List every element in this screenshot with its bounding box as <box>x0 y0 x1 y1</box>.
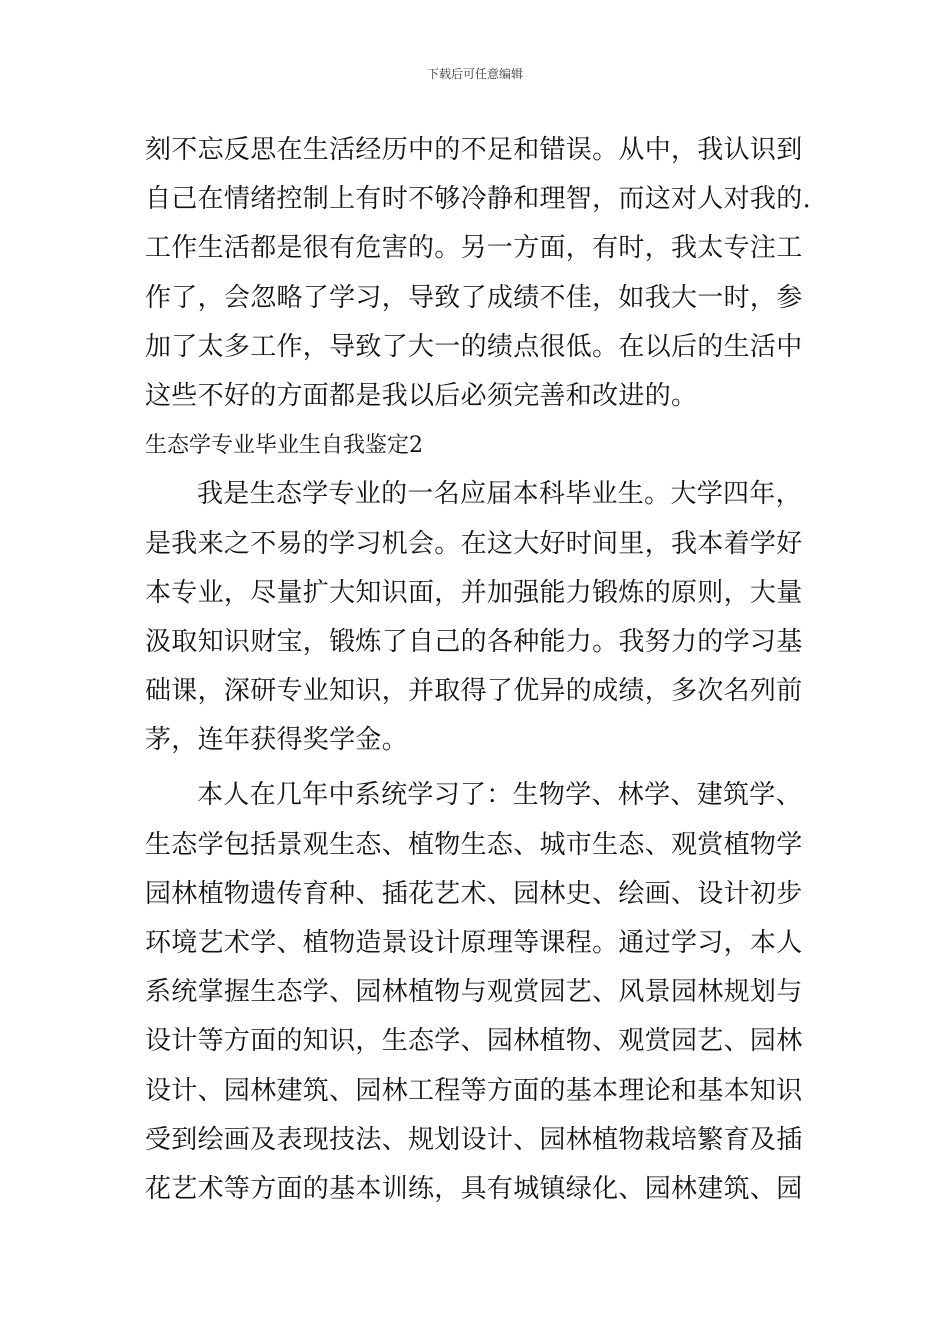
page-header: 下载后可任意编辑 <box>426 67 523 81</box>
text-line: 本人在几年中系统学习了：生物学、林学、建筑学、 <box>197 780 802 811</box>
text-line: 设计、园林建筑、园林工程等方面的基本理论和基本知识 <box>145 1075 803 1106</box>
text-line: 自己在情绪控制上有时不够冷静和理智，而这对人对我的. <box>145 184 812 215</box>
text-line: 园林植物遗传育种、插花艺术、园林史、绘画、设计初步 <box>145 878 803 909</box>
text-line: 刻不忘反思在生活经历中的不足和错误。从中，我认识到 <box>145 135 803 165</box>
text-line: 我是生态学专业的一名应届本科毕业生。大学四年， <box>197 479 802 510</box>
text-line: 是我来之不易的学习机会。在这大好时间里，我本着学好 <box>145 528 803 559</box>
document-body <box>145 126 825 1214</box>
paragraph-continuation <box>145 126 825 421</box>
text-line: 作了，会忽略了学习，导致了成绩不佳，如我大一时，参 <box>145 282 803 313</box>
text-line: 生态学包括景观生态、植物生态、城市生态、观赏植物学 <box>145 829 803 860</box>
text-line: 系统掌握生态学、园林植物与观赏园艺、风景园林规划与 <box>145 977 803 1008</box>
paragraph-intro <box>145 470 825 765</box>
text-line: 这些不好的方面都是我以后必须完善和改进的。 <box>145 380 698 411</box>
text-line: 本专业，尽量扩大知识面，并加强能力锻炼的原则，大量 <box>145 577 803 608</box>
text-line: 础课，深研专业知识，并取得了优异的成绩，多次名列前 <box>145 676 803 707</box>
text-line: 受到绘画及表现技法、规划设计、园林植物栽培繁育及插 <box>145 1124 803 1155</box>
text-line: 环境艺术学、植物造景设计原理等课程。通过学习，本人 <box>145 928 803 958</box>
text-line: 花艺术等方面的基本训练，具有城镇绿化、园林建筑、园 <box>145 1173 803 1204</box>
text-line: 设计等方面的知识，生态学、园林植物、观赏园艺、园林 <box>145 1026 803 1057</box>
paragraph-courses <box>145 771 825 1214</box>
section-title: 生态学专业毕业生自我鉴定2 <box>145 433 423 459</box>
text-line: 茅，连年获得奖学金。 <box>145 725 409 756</box>
text-line: 工作生活都是很有危害的。另一方面，有时，我太专注工 <box>145 233 803 264</box>
text-line: 加了太多工作，导致了大一的绩点很低。在以后的生活中 <box>145 331 803 362</box>
text-line: 汲取知识财宝，锻炼了自己的各种能力。我努力的学习基 <box>145 626 803 657</box>
